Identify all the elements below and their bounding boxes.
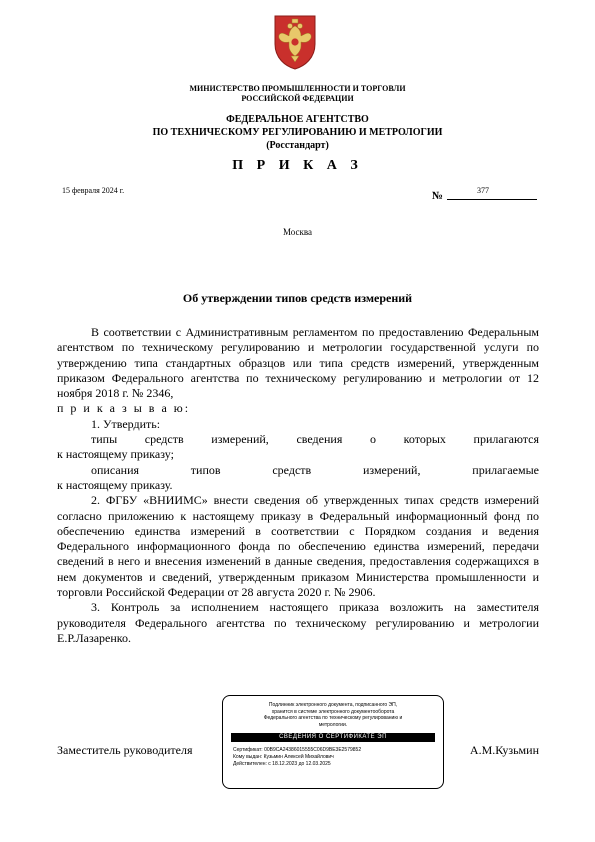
stamp-note-line: хранится в системе электронного документооборота	[271, 708, 395, 715]
agency-line: (Росстандарт)	[266, 140, 329, 151]
stamp-note-line: метрологии.	[318, 721, 348, 728]
paragraph-item-1a-cont: к настоящему приказу;	[57, 447, 174, 462]
agency-line: ФЕДЕРАЛЬНОЕ АГЕНТСТВО	[226, 114, 369, 125]
stamp-validity: Действителен: с 18.12.2023 до 12.03.2025	[233, 761, 331, 767]
signatory-role: Заместитель руководителя	[57, 743, 193, 757]
document-title: Об утверждении типов средств измерений	[182, 291, 413, 305]
stamp-certificate: Сертификат: 00B9CA24386015555C06D9BE3E2579852	[233, 747, 362, 753]
order-number-label: №	[432, 190, 444, 202]
paragraph-item-3: 3. Контроль за исполнением настоящего приказа возложить на заместителя руководителя Федерального агентства по техническому регулированию и метрологии Е.Р.Лазаренко.	[57, 600, 539, 645]
paragraph-item-1: 1. Утвердить:	[91, 416, 161, 431]
stamp-header: СВЕДЕНИЯ О СЕРТИФИКАТЕ ЭП	[231, 733, 435, 742]
paragraph-order-word: п р и к а з ы в а ю:	[57, 401, 191, 416]
order-number-underline	[447, 199, 537, 200]
paragraph-item-1b: описания типов средств измерений, прилагаемые	[91, 462, 539, 477]
electronic-signature-stamp	[222, 695, 444, 789]
stamp-details	[233, 747, 435, 768]
document-body	[57, 325, 539, 646]
paragraph-intro: В соответствии с Административным регламентом по предоставлению Федеральным агентством по техническому регулированию и метрологии государственной услуги по утверждению типа стандартных образцов или типа средств измерений, утвержденным приказом Федерального агентства по техническому регулированию и метрологии от 12 ноября 2018 г. № 2346,	[57, 325, 539, 401]
signatory-name: А.М.Кузьмин	[469, 743, 539, 757]
order-number: 377	[477, 186, 489, 195]
paragraph-item-1a: типы средств измерений, сведения о которых прилагаются	[91, 432, 539, 447]
stamp-issued-to: Кому выдан: Кузьмин Алексей Михайлович	[233, 754, 334, 760]
ministry-line: РОССИЙСКОЙ ФЕДЕРАЦИИ	[241, 94, 354, 103]
paragraph-item-1b-cont: к настоящему приказу.	[57, 477, 173, 492]
stamp-note-line: Подлинник электронного документа, подписанного ЭП,	[268, 702, 398, 708]
stamp-note-line: Федерального агентства по техническому регулированию и	[263, 715, 403, 721]
agency-line: ПО ТЕХНИЧЕСКОМУ РЕГУЛИРОВАНИЮ И МЕТРОЛОГИИ	[152, 127, 443, 138]
ministry-line: МИНИСТЕРСТВО ПРОМЫШЛЕННОСТИ И ТОРГОВЛИ	[189, 84, 406, 93]
stamp-note	[229, 702, 437, 728]
russian-coat-of-arms-icon	[271, 14, 319, 70]
city: Москва	[283, 227, 312, 237]
ministry-header	[0, 84, 595, 104]
agency-header	[0, 113, 595, 152]
paragraph-item-2: 2. ФГБУ «ВНИИМС» внести сведения об утвержденных типах средств измерений согласно приложению к настоящему приказу в Федеральный информационный фонд по обеспечению единства измерений в соответствии с Порядком создания и ведения Федерального информационного фонда по обеспечению единства измерений, передачи сведений в него и внесения изменений в данные сведения, предоставления содержащихся в нем документов и сведений, утвержденным приказом Министерства промышленности и торговли Российской Федерации от 28 августа 2020 г. № 2906.	[57, 493, 539, 600]
document-type: П Р И К А З	[232, 158, 363, 173]
order-date: 15 февраля 2024 г.	[62, 186, 125, 195]
